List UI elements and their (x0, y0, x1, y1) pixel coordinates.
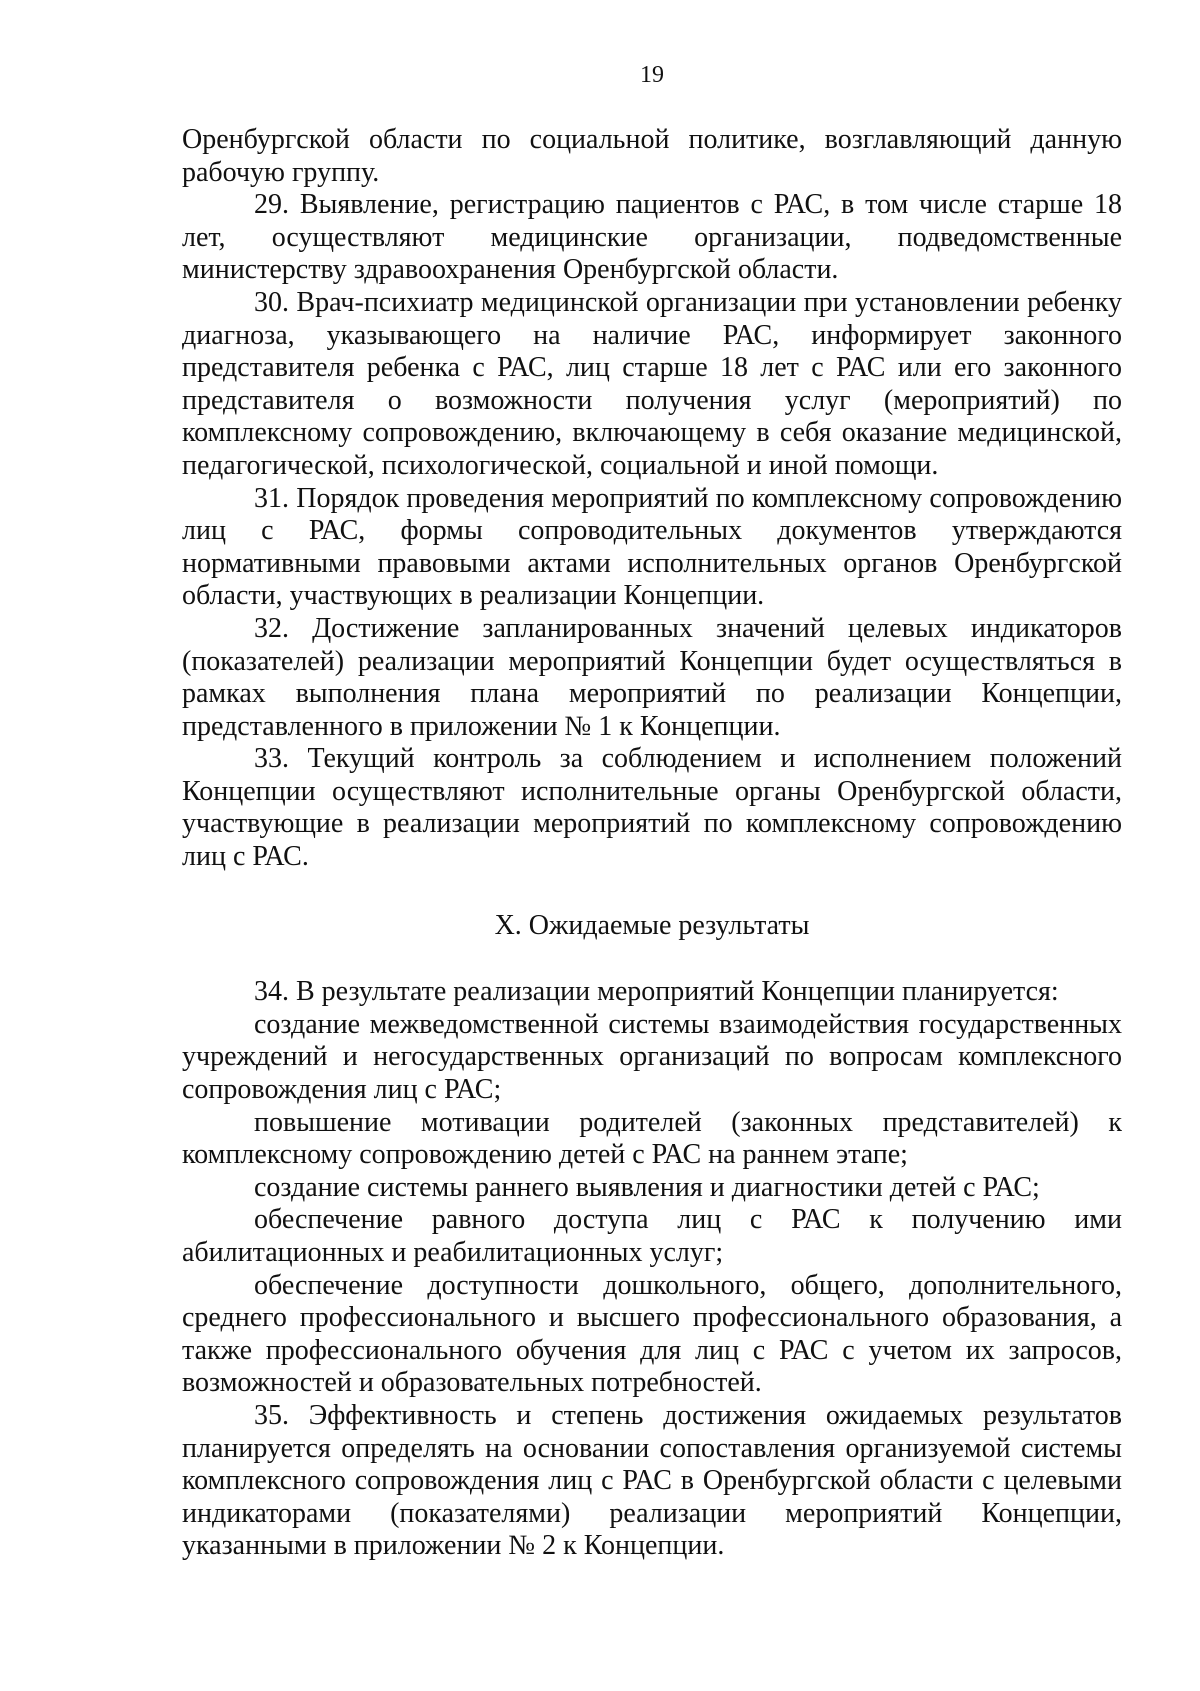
page-number: 19 (640, 62, 664, 88)
paragraph: 34. В результате реализации мероприятий Концепции планируется: (254, 976, 1059, 1008)
paragraph: 32. Достижение запланированных значений целевых индикаторов (показателей) реализации мероприятий Концепции будет осуществляться в рамках выполнения плана мероприятий по реализации Концепции, представленного в приложении № 1 к Концепции. (182, 612, 1122, 742)
list-item: создание межведомственной системы взаимодействия государственных учреждений и негосударственных организаций по вопросам комплексного сопровождения лиц с РАС; (182, 1008, 1122, 1106)
section-heading: X. Ожидаемые результаты (494, 909, 810, 941)
paragraphs-after-section (182, 976, 1122, 1563)
paragraph: 35. Эффективность и степень достижения ожидаемых результатов планируется определять на основании сопоставления организуемой системы комплексного сопровождения лиц с РАС в Оренбургской области с целевыми индикаторами (показателями) реализации мероприятий Концепции, указанными в приложении № 2 к Концепции. (182, 1399, 1122, 1562)
paragraph: 30. Врач-психиатр медицинской организации при установлении ребенку диагноза, указывающего на наличие РАС, информирует законного представителя ребенка с РАС, лиц старше 18 лет с РАС или его законного представителя о возможности получения услуг (мероприятий) по комплексному сопровождению, включающему в себя оказание медицинской, педагогической, психологической, социальной и иной помощи. (182, 286, 1122, 481)
list-item: создание системы раннего выявления и диагностики детей с РАС; (254, 1171, 1040, 1203)
paragraph: 29. Выявление, регистрацию пациентов с РАС, в том числе старше 18 лет, осуществляют медицинские организации, подведомственные министерству здравоохранения Оренбургской области. (182, 189, 1122, 286)
list-item: повышение мотивации родителей (законных представителей) к комплексному сопровождению детей с РАС на раннем этапе; (182, 1106, 1122, 1171)
list-item: обеспечение доступности дошкольного, общего, дополнительного, среднего профессионального и высшего профессионального образования, а также профессионального обучения для лиц с РАС с учетом их запросов, возможностей и образовательных потребностей. (182, 1269, 1122, 1399)
paragraph: 31. Порядок проведения мероприятий по комплексному сопровождению лиц с РАС, формы сопроводительных документов утверждаются нормативными правовыми актами исполнительных органов Оренбургской области, участвующих в реализации Концепции. (182, 482, 1122, 612)
paragraphs-before-section (182, 124, 1122, 874)
paragraph: 33. Текущий контроль за соблюдением и исполнением положений Концепции осуществляют исполнительные органы Оренбургской области, участвующие в реализации мероприятий по комплексному сопровождению лиц с РАС. (182, 743, 1122, 873)
paragraph: Оренбургской области по социальной политике, возглавляющий данную рабочую группу. (182, 124, 1122, 188)
list-item: обеспечение равного доступа лиц с РАС к получению ими абилитационных и реабилитационных услуг; (182, 1204, 1122, 1268)
document-page (182, 60, 1122, 1563)
